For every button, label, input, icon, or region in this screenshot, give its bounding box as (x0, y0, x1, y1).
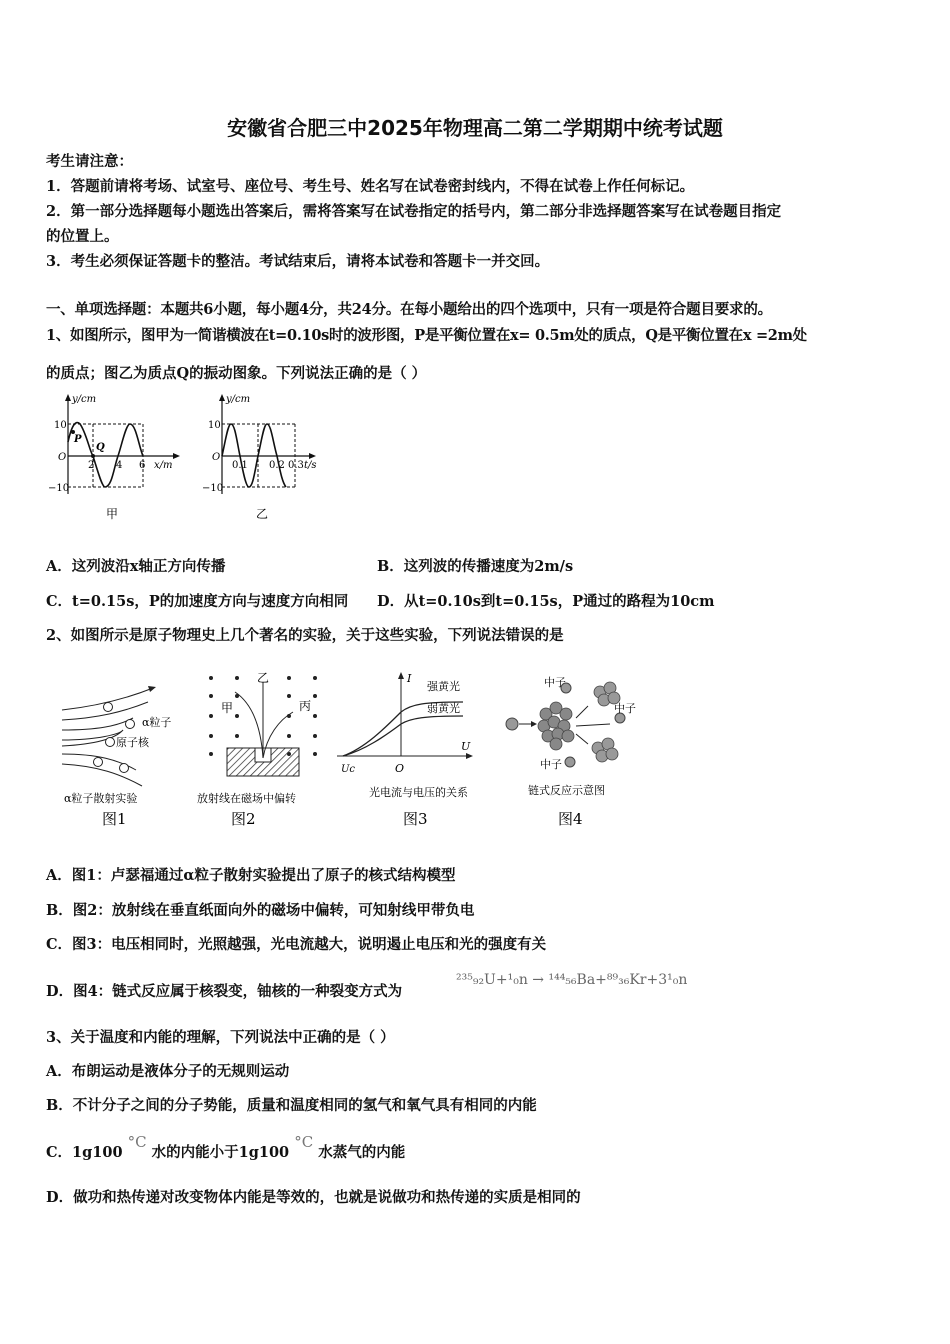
q2-option-c[interactable]: C．图3：电压相同时，光照越强，光电流越大，说明遏止电压和光的强度有关 (46, 936, 547, 953)
y-axis-label: y/cm (226, 394, 251, 405)
q2-figure-2-magnetic-deflection (195, 668, 335, 833)
notice-heading: 考生请注意： (46, 153, 133, 170)
notice-item: 的位置上。 (46, 228, 119, 245)
q3-option-c-part: 水蒸气的内能 (318, 1144, 406, 1161)
q2-figure-3-photocurrent (335, 668, 485, 833)
figure-caption: 甲 (106, 507, 119, 521)
axis-label-i: I (407, 672, 412, 685)
label-q: Q (96, 442, 105, 453)
figure-caption: 链式反应示意图 (528, 784, 605, 797)
tick-label: 10 (54, 420, 67, 431)
tick-label: 4 (116, 460, 123, 471)
q1-stem-line1: 1、如图所示，图甲为一简谐横波在t=0.10s时的波形图，P是平衡位置在x= 0.5m处的质点，Q是平衡位置在x =2m处 (46, 327, 807, 344)
q3-option-c-part: C．1g100 (46, 1144, 123, 1161)
tick-label: −10 (48, 483, 70, 494)
q3-option-c-part: 水的内能小于1g100 (151, 1144, 290, 1161)
q1-option-c[interactable]: C．t=0.15s，P的加速度方向与速度方向相同 (46, 593, 349, 610)
label-strong-light: 强黄光 (427, 680, 460, 693)
label-weak-light: 弱黄光 (427, 702, 460, 715)
celsius-symbol: °C (127, 1133, 147, 1151)
q3-stem: 3、关于温度和内能的理解，下列说法中正确的是（ ） (46, 1029, 395, 1046)
q2-figure-4-chain-reaction (500, 668, 650, 833)
label-neutron: 中子 (540, 758, 562, 771)
figure-number: 图3 (403, 810, 428, 828)
q2-figure-1-alpha-scattering (58, 668, 188, 833)
tick-label: 0.1 (232, 460, 248, 471)
label-neutron: 中子 (544, 676, 566, 689)
tick-label: 0.3 (288, 460, 304, 471)
x-axis-label: x/m (154, 460, 173, 471)
tick-label: O (58, 452, 67, 463)
x-axis-label: t/s (304, 460, 317, 471)
tick-label: 0.2 (269, 460, 285, 471)
q3-option-d[interactable]: D．做功和热传递对改变物体内能是等效的，也就是说做功和热传递的实质是相同的 (46, 1189, 581, 1206)
tick-label: −10 (202, 483, 224, 494)
notice-item: 3．考生必须保证答题卡的整洁。考试结束后，请将本试卷和答题卡一并交回。 (46, 253, 550, 270)
label-origin: O (395, 762, 405, 775)
axis-label-u: U (461, 740, 471, 753)
q1-option-d[interactable]: D．从t=0.10s到t=0.15s，P通过的路程为10cm (377, 593, 715, 610)
figure-caption: α粒子散射实验 (64, 792, 138, 805)
q2-stem: 2、如图所示是原子物理史上几个著名的实验，关于这些实验，下列说法错误的是 (46, 627, 564, 644)
label-neutron: 中子 (614, 702, 636, 715)
label-p: P (74, 434, 82, 445)
label-nucleus: 原子核 (116, 736, 149, 749)
figure-caption: 放射线在磁场中偏转 (197, 792, 296, 805)
q3-option-c[interactable] (46, 1133, 406, 1163)
tick-label: 10 (208, 420, 221, 431)
figure-number: 图1 (102, 810, 127, 828)
label-bing: 丙 (299, 699, 312, 713)
section-heading: 一、单项选择题：本题共6小题，每小题4分，共24分。在每小题给出的四个选项中，只有一项是符合题目要求的。 (46, 301, 772, 318)
q3-option-a[interactable]: A．布朗运动是液体分子的无规则运动 (46, 1063, 290, 1080)
figure-caption: 光电流与电压的关系 (369, 786, 468, 799)
y-axis-label: y/cm (72, 394, 97, 405)
label-alpha: α粒子 (142, 716, 172, 729)
q1-figure-vibration (200, 392, 340, 527)
fission-equation: ²³⁵₉₂U+¹₀n → ¹⁴⁴₅₆Ba+⁸⁹₃₆Kr+3¹₀n (456, 972, 688, 988)
celsius-symbol: °C (294, 1133, 314, 1151)
notice-item: 1．答题前请将考场、试室号、座位号、考生号、姓名写在试卷密封线内，不得在试卷上作任何标记。 (46, 178, 695, 195)
figure-number: 图2 (231, 810, 256, 828)
q2-option-a[interactable]: A．图1：卢瑟福通过α粒子散射实验提出了原子的核式结构模型 (46, 867, 456, 884)
q1-option-a[interactable]: A．这列波沿x轴正方向传播 (46, 558, 226, 575)
q1-option-b[interactable]: B．这列波的传播速度为2m/s (377, 558, 574, 575)
notice-item: 2．第一部分选择题每小题选出答案后，需将答案写在试卷指定的括号内，第二部分非选择题答案写在试卷题目指定 (46, 203, 782, 220)
figure-caption: 乙 (256, 507, 269, 521)
figure-number: 图4 (558, 810, 583, 828)
point-q (91, 454, 95, 458)
tick-label: 6 (139, 460, 146, 471)
exam-title: 安徽省合肥三中2025年物理高二第二学期期中统考试题 (227, 116, 723, 140)
tick-label: 2 (88, 460, 95, 471)
tick-label: O (212, 452, 221, 463)
q1-figure-wave (46, 392, 186, 527)
q3-option-b[interactable]: B．不计分子之间的分子势能，质量和温度相同的氢气和氧气具有相同的内能 (46, 1097, 537, 1114)
q2-option-d[interactable]: D．图4：链式反应属于核裂变，铀核的一种裂变方式为 (46, 983, 403, 1000)
label-uc: Uc (341, 764, 356, 775)
q2-option-b[interactable]: B．图2：放射线在垂直纸面向外的磁场中偏转，可知射线甲带负电 (46, 902, 475, 919)
q1-stem-line2: 的质点；图乙为质点Q的振动图象。下列说法正确的是（ ） (46, 365, 427, 382)
label-yi: 乙 (257, 671, 270, 685)
label-jia: 甲 (221, 701, 234, 715)
